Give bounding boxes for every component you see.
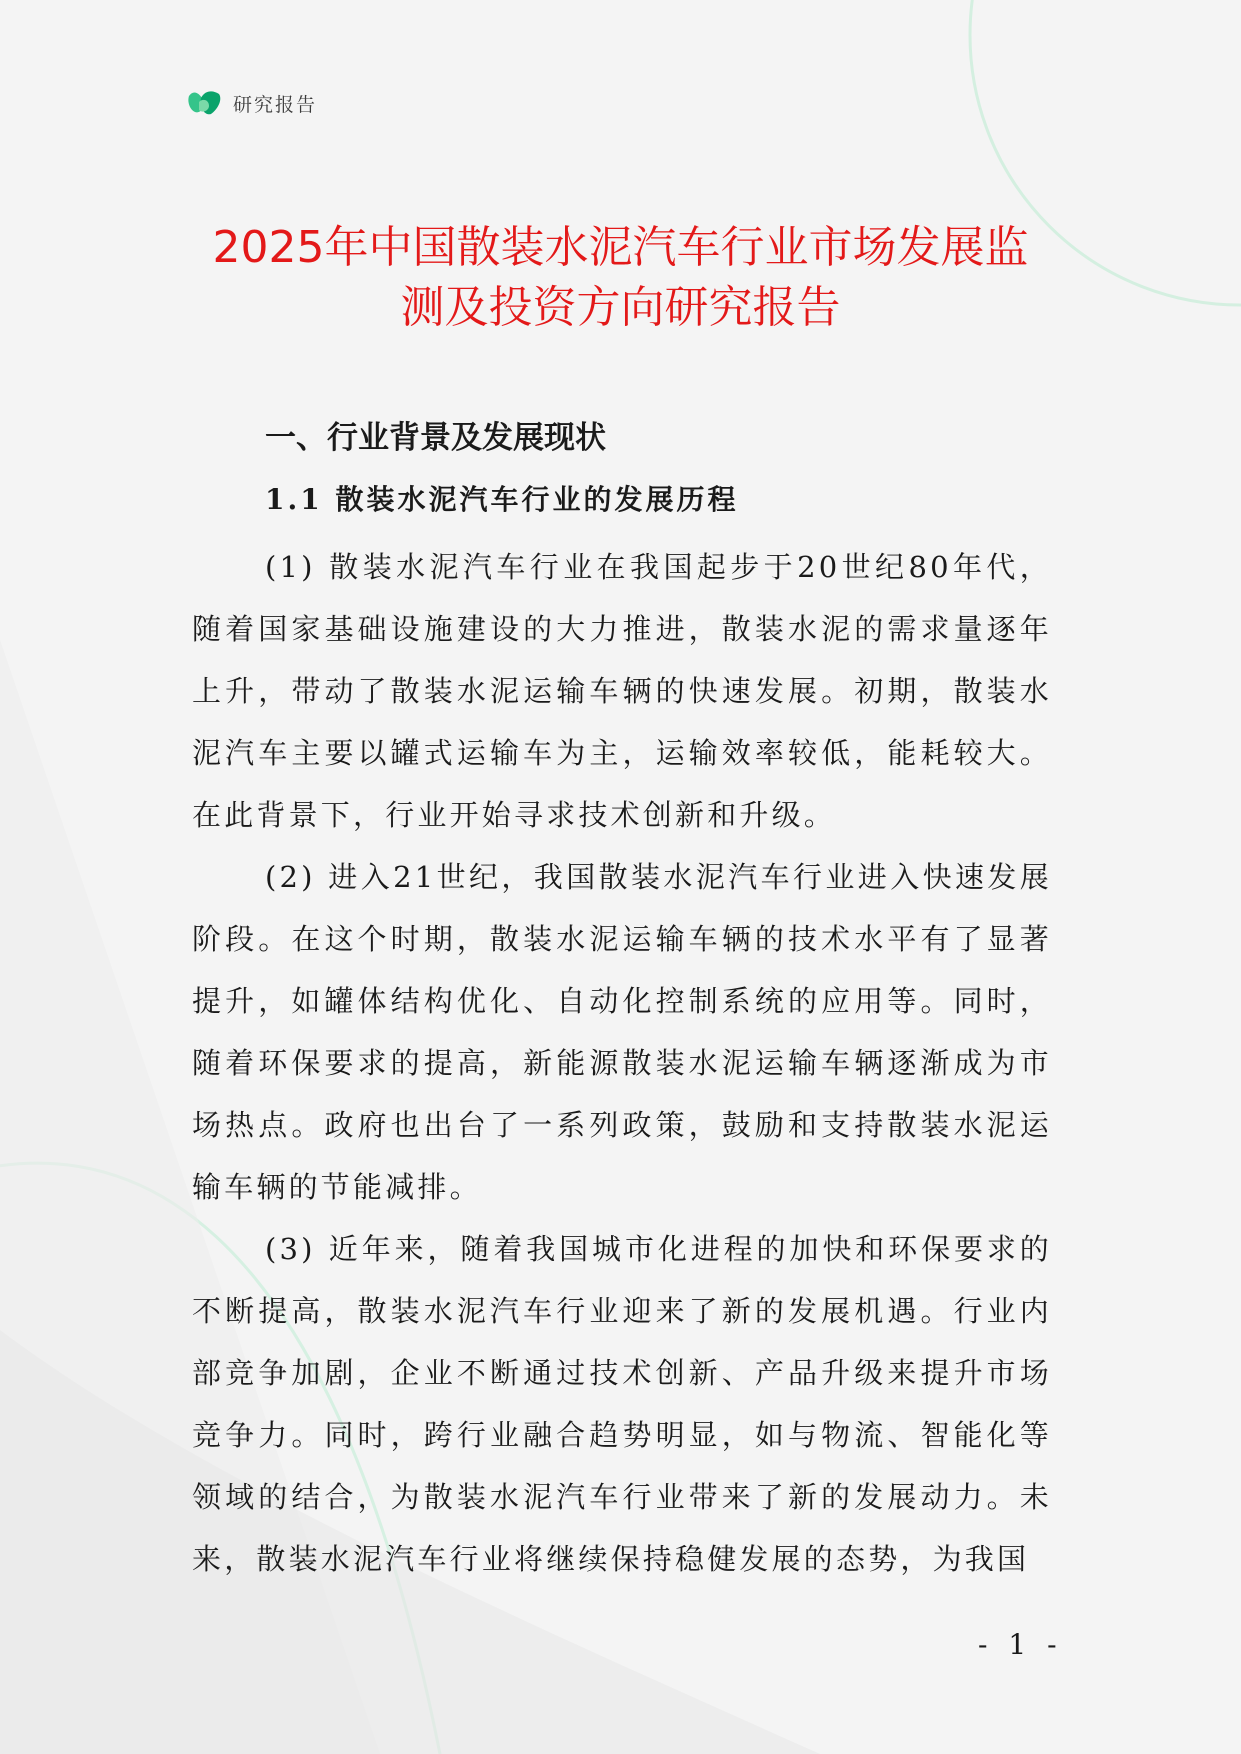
document-title-line2: 测及投资方向研究报告	[400, 282, 841, 333]
brand-logo-icon	[187, 88, 223, 118]
subsection-heading: 1.1 散装水泥汽车行业的发展历程	[265, 483, 739, 516]
paragraph-2: (2) 进入21世纪，我国散装水泥汽车行业进入快速发展阶段。在这个时期，散装水泥运输车辆的技术水平有了显著提升，如罐体结构优化、自动化控制系统的应用等。同时，随着环保要求的提高，新能源散装水泥运输车辆逐渐成为市场热点。政府也出台了一系列政策，鼓励和支持散装水泥运输车辆的节能减排。	[192, 860, 1052, 1204]
document-title	[140, 218, 1101, 338]
body-text	[192, 536, 1052, 1590]
section-heading: 一、行业背景及发展现状	[265, 420, 606, 456]
paragraph-1: (1) 散装水泥汽车行业在我国起步于20世纪80年代，随着国家基础设施建设的大力推进，散装水泥的需求量逐年上升，带动了散装水泥运输车辆的快速发展。初期，散装水泥汽车主要以罐式运输车为主，运输效率较低，能耗较大。在此背景下，行业开始寻求技术创新和升级。	[192, 550, 1052, 832]
page-header	[187, 88, 317, 118]
header-label: 研究报告	[233, 93, 318, 116]
paragraph-3: (3) 近年来，随着我国城市化进程的加快和环保要求的不断提高，散装水泥汽车行业迎来了新的发展机遇。行业内部竞争加剧，企业不断通过技术创新、产品升级来提升市场竞争力。同时，跨行业融合趋势明显，如与物流、智能化等领域的结合，为散装水泥汽车行业带来了新的发展动力。未来，散装水泥汽车行业将继续保持稳健发展的态势，为我国	[192, 1232, 1052, 1576]
page-number: - 1 -	[978, 1628, 1063, 1661]
document-title-line1: 2025年中国散装水泥汽车行业市场发展监	[212, 222, 1029, 273]
